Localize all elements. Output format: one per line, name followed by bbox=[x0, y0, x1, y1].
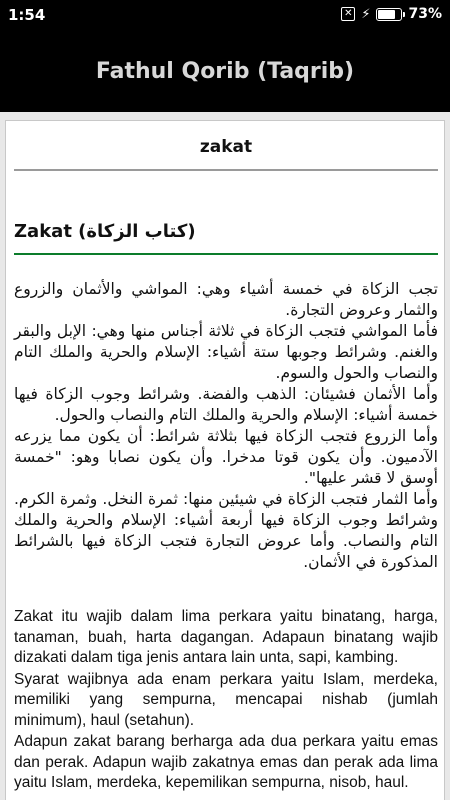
section-title-container bbox=[14, 217, 438, 255]
arabic-paragraph: فأما المواشي فتجب الزكاة في ثلاثة أجناس منها وهي: الإبل والبقر والغنم. وشرائط وجوبها ستة أشياء: الإسلام والحرية والملك التام والنصاب والحول والسوم. bbox=[14, 322, 438, 382]
translation-text-block bbox=[14, 607, 438, 795]
app-title: Fathul Qorib (Taqrib) bbox=[95, 58, 355, 84]
arabic-text-block bbox=[14, 279, 438, 573]
translation-paragraph: Adapun zakat barang berharga ada dua perkara yaitu emas dan perak. Adapun wajib zakatnya emas dan perak ada lima yaitu Islam, merdeka, kepemilikan sempurna, nisob, haul. bbox=[14, 733, 438, 791]
status-icons bbox=[341, 6, 442, 22]
section-title: Zakat (كتاب الزكاة) bbox=[14, 221, 196, 242]
content-card bbox=[5, 120, 445, 800]
page-heading: zakat bbox=[199, 137, 253, 157]
status-bar bbox=[0, 0, 450, 30]
battery-level-fill bbox=[378, 10, 394, 19]
heading-container bbox=[14, 131, 438, 171]
battery-percent: 73% bbox=[408, 6, 442, 22]
sim-no-signal-icon: ✕ bbox=[341, 7, 355, 21]
arabic-paragraph: وأما الأثمان فشيئان: الذهب والفضة. وشرائط وجوب الزكاة فيها خمسة أشياء: الإسلام والحرية والملك التام والنصاب والحول. bbox=[14, 385, 438, 424]
arabic-paragraph: وأما الزروع فتجب الزكاة فيها بثلاثة شرائط: أن يكون مما يزرعه الآدميون. وأن يكون قوتا مدخرا. وأن يكون نصابا وهو: "خمسة أوسق لا قشر عليها". bbox=[14, 427, 438, 487]
arabic-paragraph: وأما الثمار فتجب الزكاة في شيئين منها: ثمرة النخل. وثمرة الكرم. وشرائط وجوب الزكاة فيها أربعة أشياء: الإسلام والحرية والملك التام والنصاب. وأما عروض التجارة فتجب الزكاة فيها بالشرائط المذكورة في الأثمان. bbox=[14, 490, 438, 571]
translation-paragraph: Syarat wajibnya ada enam perkara yaitu Islam, merdeka, memiliki yang sempurna, mencapai nishab (jumlah minimum), haul (setahun). bbox=[14, 670, 438, 729]
translation-paragraph: Zakat itu wajib dalam lima perkara yaitu binatang, harga, tanaman, buah, harta dagangan. Adapaun binatang wajib dizakati dalam tiga jenis antara lain unta, sapi, kambing. bbox=[14, 608, 438, 666]
charging-bolt-icon: ⚡ bbox=[361, 6, 371, 22]
content-area[interactable] bbox=[0, 112, 450, 800]
status-time: 1:54 bbox=[8, 6, 46, 24]
battery-icon bbox=[376, 8, 402, 21]
app-bar bbox=[0, 30, 450, 112]
arabic-paragraph: تجب الزكاة في خمسة أشياء وهي: المواشي والأثمان والزروع والثمار وعروض التجارة. bbox=[14, 280, 438, 319]
